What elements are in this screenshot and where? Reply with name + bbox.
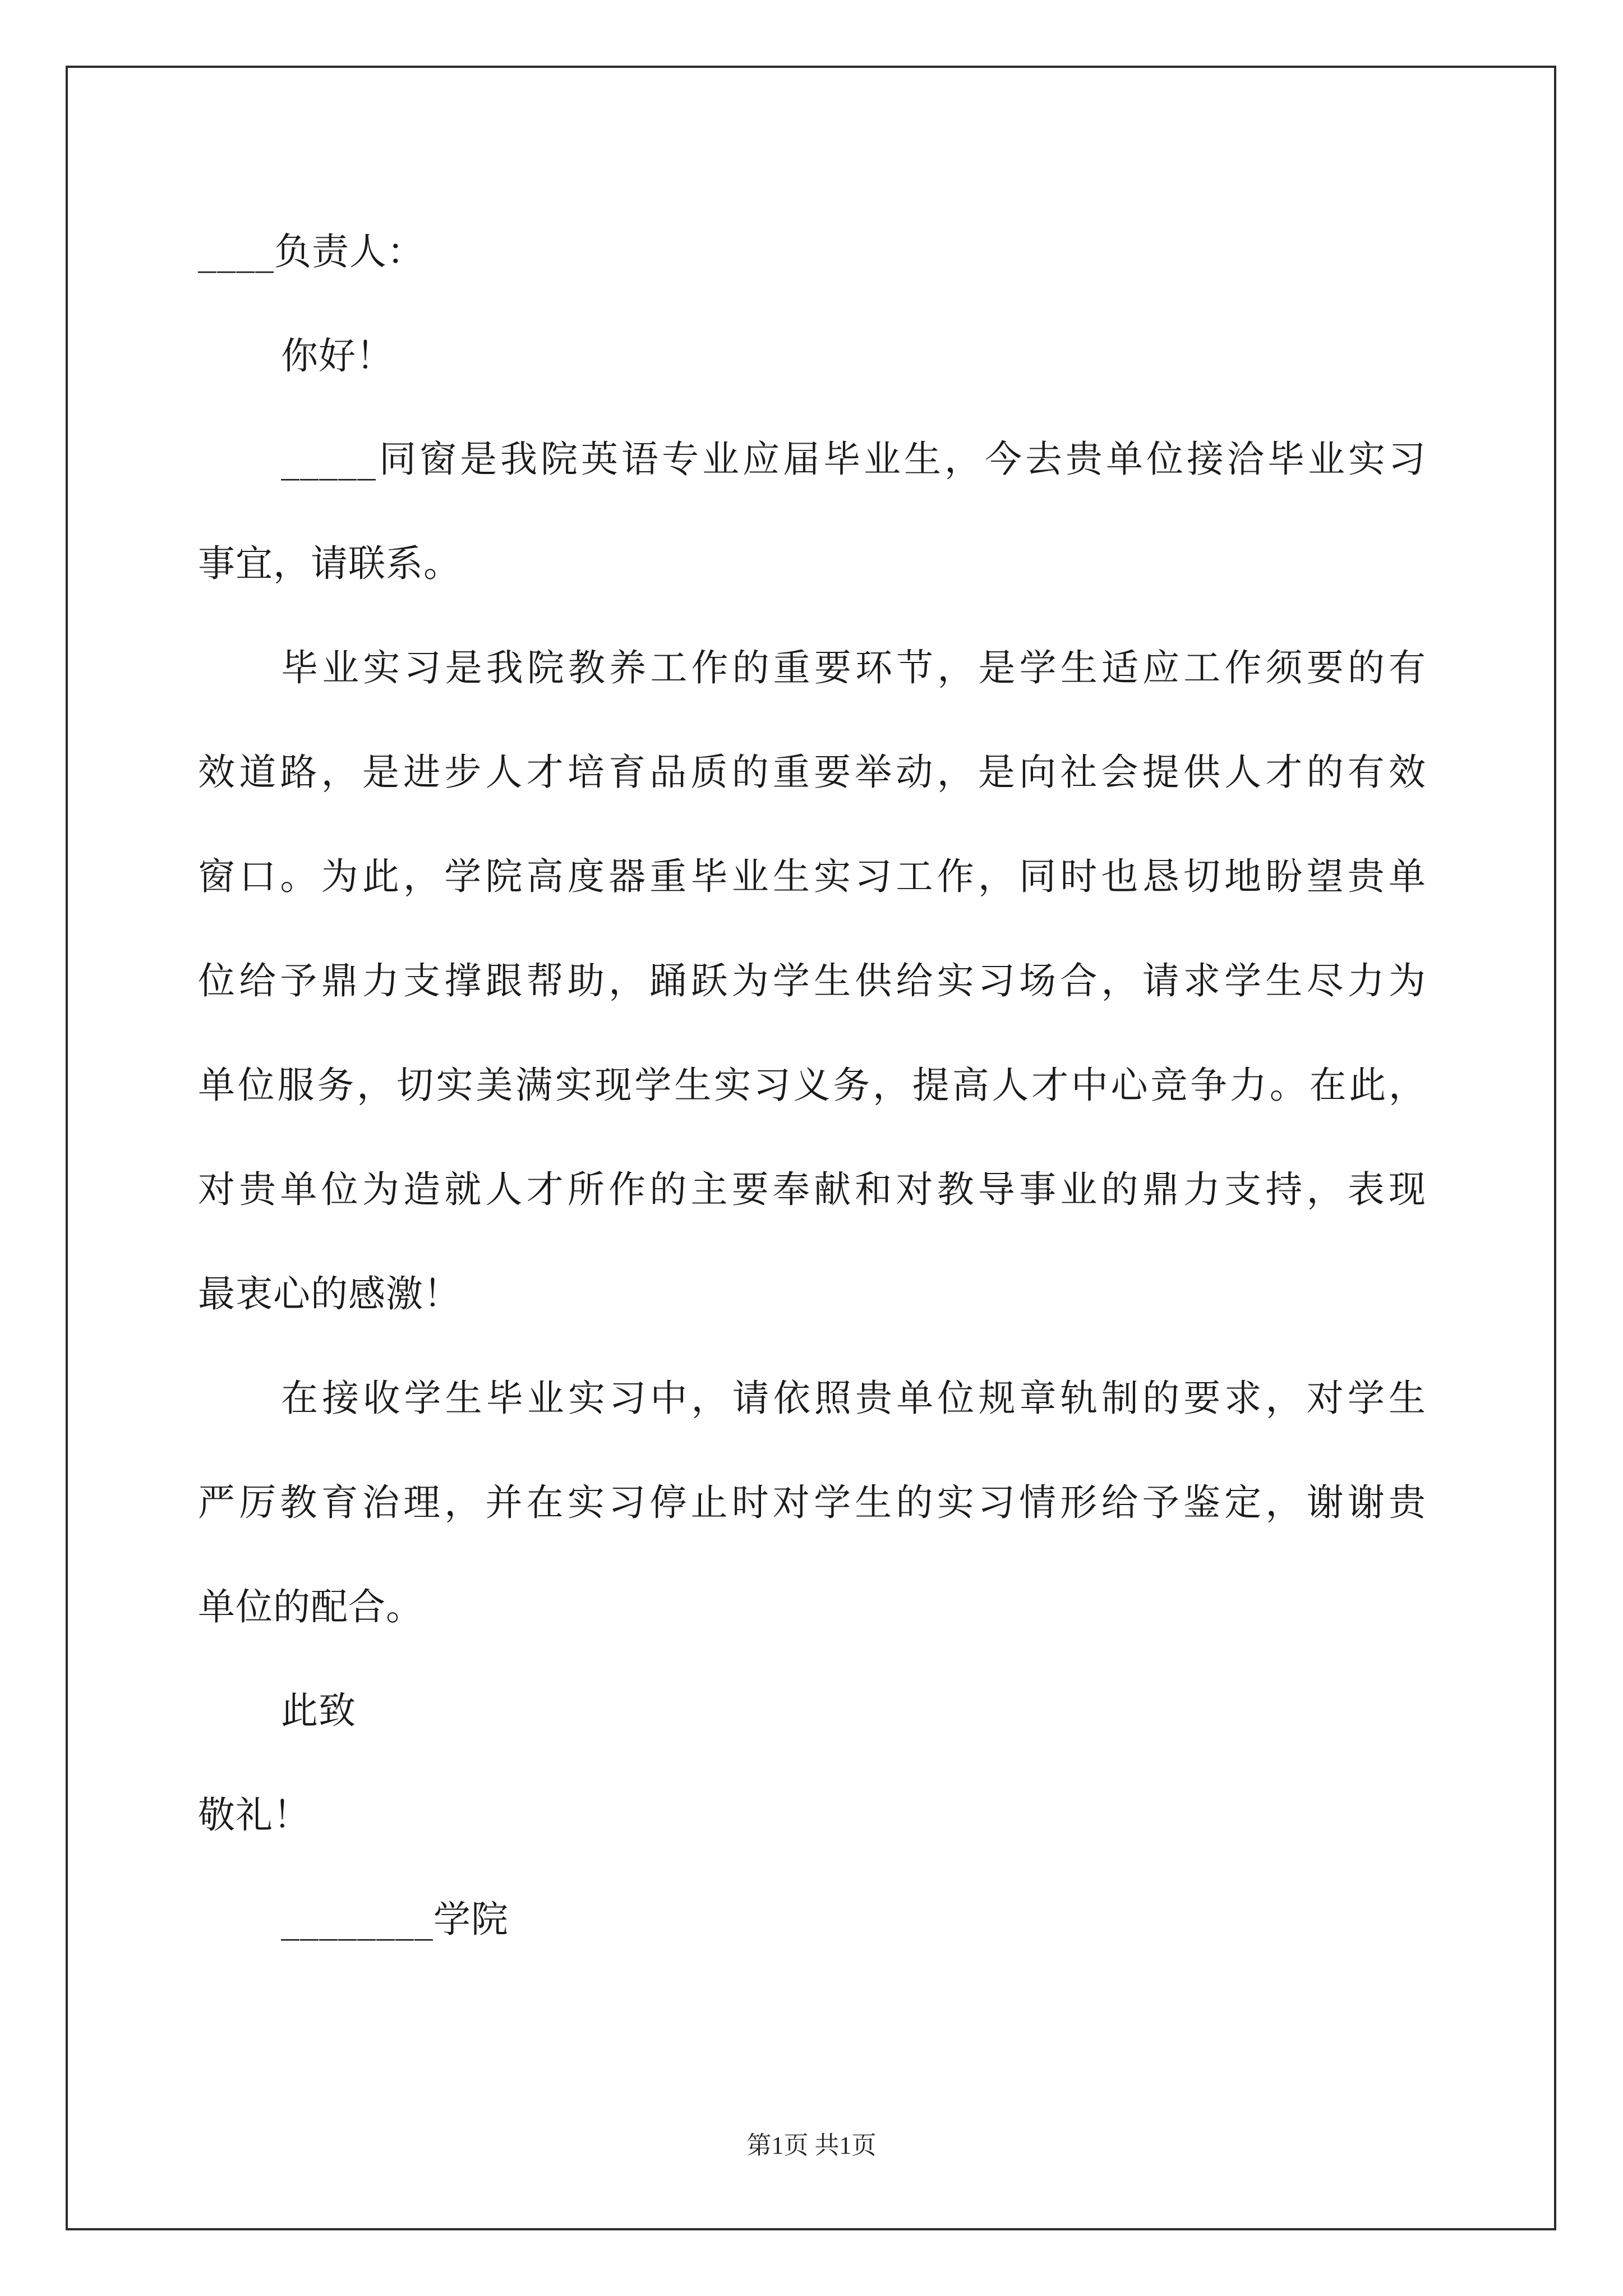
paragraph-2-line-6: 对贵单位为造就人才所作的主要奉献和对教导事业的鼎力支持，表现 xyxy=(198,1168,1426,1211)
paragraph-1-line-2: 事宜，请联系。 xyxy=(198,542,461,585)
closing-line-2: 敬礼！ xyxy=(198,1793,311,1837)
paragraph-2-line-2: 效道路，是进步人才培育品质的重要举动，是向社会提供人才的有效 xyxy=(198,751,1426,794)
paragraph-3-line-3: 单位的配合。 xyxy=(198,1585,423,1628)
greeting: 你好！ xyxy=(281,334,394,378)
paragraph-2-line-1: 毕业实习是我院教养工作的重要环节，是学生适应工作须要的有 xyxy=(281,646,1426,689)
paragraph-2-line-7: 最衷心的感激！ xyxy=(198,1272,461,1315)
signature: ________学院 xyxy=(281,1898,509,1941)
paragraph-2-line-3: 窗口。为此，学院高度器重毕业生实习工作，同时也恳切地盼望贵单 xyxy=(198,855,1426,898)
paragraph-1-line-1: _____同窗是我院英语专业应届毕业生，今去贵单位接洽毕业实习 xyxy=(281,438,1426,481)
paragraph-2-line-5: 单位服务，切实美满实现学生实习义务，提高人才中心竞争力。在此， xyxy=(198,1064,1426,1107)
page-footer: 第1页 共1页 xyxy=(746,2132,877,2159)
closing-line-1: 此致 xyxy=(281,1689,356,1732)
paragraph-3-line-2: 严厉教育治理，并在实习停止时对学生的实习情形给予鉴定，谢谢贵 xyxy=(198,1481,1426,1524)
salutation: ____负责人： xyxy=(198,230,425,273)
paragraph-3-line-1: 在接收学生毕业实习中，请依照贵单位规章轨制的要求，对学生 xyxy=(281,1377,1426,1420)
paragraph-2-line-4: 位给予鼎力支撑跟帮助，踊跃为学生供给实习场合，请求学生尽力为 xyxy=(198,959,1426,1002)
